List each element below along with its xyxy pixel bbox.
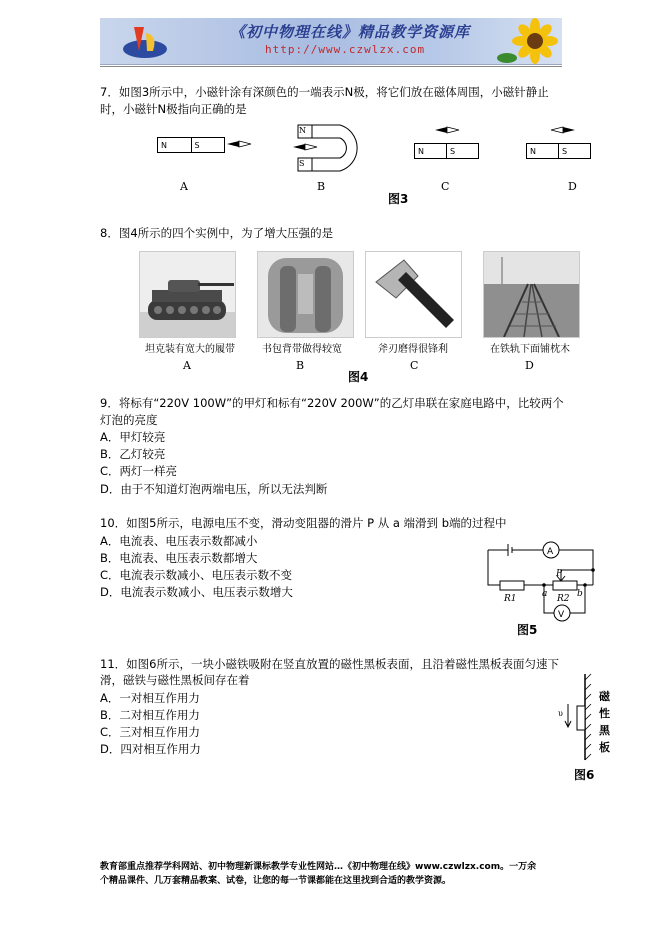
figure5-label: 图5 [517, 623, 538, 637]
footer-line2: 个精品课件、几万套精品教案、试卷，让您的每一节课都能在这里找到合适的教学资源。 [100, 876, 452, 886]
q9-choice-a: A．甲灯较亮 [100, 430, 166, 444]
pole-n: N [530, 146, 536, 156]
bar-magnet-c [414, 143, 479, 159]
rheostat-r2-icon [553, 581, 577, 590]
backpack-photo [257, 251, 354, 338]
q8-caption-b: 书包背带做得较宽 [262, 344, 342, 355]
q11-text-line1: 11．如图6所示，一块小磁铁吸附在竖直放置的磁性黑板表面，且沿着磁性黑板表面匀速下 [100, 657, 559, 671]
board-char: 黑 [599, 724, 610, 737]
header-banner [100, 18, 562, 65]
q11-text-line2: 滑，磁铁与磁性黑板间存在着 [100, 673, 250, 687]
r2-label: R2 [557, 594, 570, 604]
banner-url[interactable]: http://www.czwlzx.com [265, 43, 426, 56]
q8-option-a: A [183, 359, 191, 372]
railway-photo [483, 251, 580, 338]
resistor-r1-icon [500, 581, 524, 590]
railway-image [484, 252, 579, 337]
q7-option-b: B [317, 180, 326, 193]
board-char: 磁 [599, 690, 610, 703]
q8-caption-d: 在铁轨下面铺枕木 [490, 344, 570, 355]
q8-option-c: C [410, 359, 419, 372]
q7-text-line1: 7．如图3所示中，小磁针涂有深颜色的一端表示N极，将它们放在磁体周围，小磁针静止 [100, 85, 549, 99]
q9-choice-c: C．两灯一样亮 [100, 464, 178, 478]
bar-magnet-a [157, 137, 225, 153]
axe-photo [365, 251, 462, 338]
q7-option-c: C [441, 180, 450, 193]
board-label [599, 688, 611, 756]
compass-needle-c-icon [434, 125, 460, 135]
q10-text: 10．如图5所示，电源电压不变，滑动变阻器的滑片 P 从 a 端滑到 b端的过程中 [100, 516, 507, 530]
q7-option-a: A [180, 180, 188, 193]
q8-text: 8．图4所示的四个实例中，为了增大压强的是 [100, 226, 334, 240]
q9-choice-b: B．乙灯较亮 [100, 447, 166, 461]
tank-photo [139, 251, 236, 338]
pole-n: N [161, 140, 167, 150]
end-a-label: a [542, 589, 548, 599]
footer-line1: 教育部重点推荐学科网站、初中物理新课标教学专业性网站…《初中物理在线》www.czwlzx.com。一万余 [100, 862, 537, 872]
voltmeter-label: V [558, 610, 565, 620]
board-char: 板 [599, 741, 610, 754]
ammeter-label: A [547, 547, 554, 557]
axe-image [366, 252, 461, 337]
q10-choice-b: B．电流表、电压表示数都增大 [100, 551, 258, 565]
horseshoe-pole-n: N [299, 126, 306, 135]
slider-label: P [556, 569, 563, 579]
compass-needle-a-icon [226, 139, 252, 149]
banner-title: 《初中物理在线》精品教学资源库 [230, 23, 471, 41]
header-rule [100, 66, 562, 67]
pole-n: N [418, 146, 424, 156]
figure6-label: 图6 [574, 768, 595, 782]
q11-choice-c: C．三对相互作用力 [100, 725, 201, 739]
pole-s: S [558, 144, 590, 158]
velocity-label: υ [558, 709, 563, 718]
sunflower-icon [495, 18, 562, 64]
compass-needle-d-icon [550, 125, 576, 135]
q10-choice-d: D．电流表示数减小、电压表示数增大 [100, 585, 293, 599]
r1-label: R1 [504, 594, 517, 604]
site-logo-icon [120, 21, 170, 61]
backpack-image [258, 252, 353, 337]
bar-magnet-d [526, 143, 591, 159]
magnetic-board-diagram [555, 672, 600, 764]
small-magnet-icon [577, 706, 585, 730]
q9-text-line1: 9．将标有“220V 100W”的甲灯和标有“220V 200W”的乙灯串联在家庭电路中，比较两个 [100, 396, 564, 410]
q8-caption-c: 斧刃磨得很锋利 [378, 344, 448, 355]
horseshoe-pole-s: S [299, 159, 305, 168]
q11-choice-a: A．一对相互作用力 [100, 691, 200, 705]
figure4-label: 图4 [348, 370, 369, 384]
figure3-label: 图3 [388, 192, 409, 206]
q11-choice-d: D．四对相互作用力 [100, 742, 201, 756]
board-char: 性 [599, 707, 610, 720]
circuit-diagram [480, 540, 600, 628]
q7-option-d: D [568, 180, 577, 193]
q10-choice-c: C．电流表示数减小、电压表示数不变 [100, 568, 293, 582]
q8-option-d: D [525, 359, 534, 372]
pole-s: S [191, 138, 225, 152]
q9-choice-d: D．由于不知道灯泡两端电压，所以无法判断 [100, 482, 328, 496]
pole-s: S [446, 144, 478, 158]
q9-text-line2: 灯泡的亮度 [100, 413, 158, 427]
end-b-label: b [577, 589, 583, 599]
q7-text-line2: 时，小磁针N极指向正确的是 [100, 102, 247, 116]
q8-option-b: B [296, 359, 305, 372]
q11-choice-b: B．二对相互作用力 [100, 708, 200, 722]
q8-caption-a: 坦克装有宽大的履带 [145, 344, 235, 355]
q10-choice-a: A．电流表、电压表示数都减小 [100, 534, 258, 548]
tank-image [140, 252, 235, 337]
